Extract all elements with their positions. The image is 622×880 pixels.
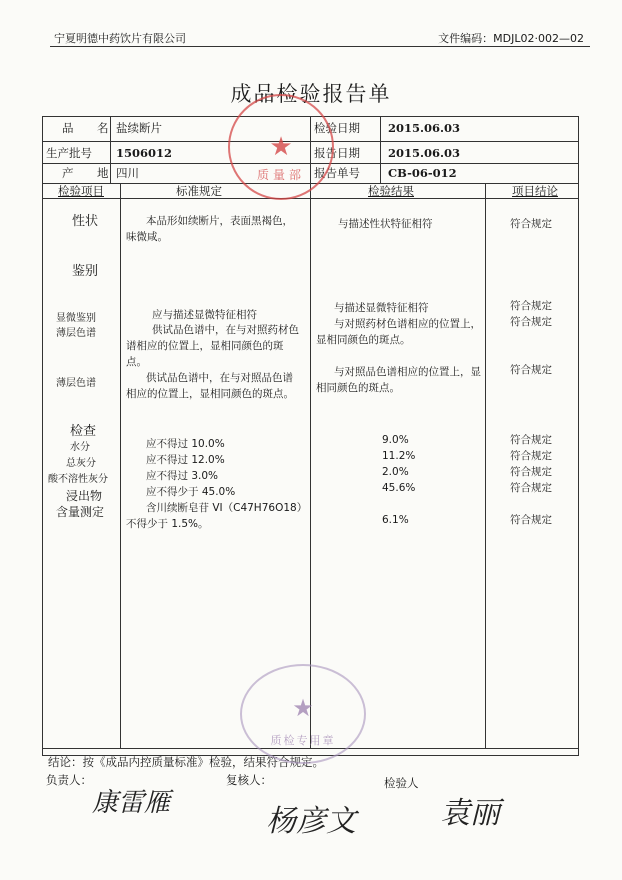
quality-inspection-stamp bbox=[240, 664, 366, 764]
std-water: 应不得过 10.0% bbox=[146, 438, 225, 450]
result-total-ash: 11.2% bbox=[382, 450, 416, 462]
item-total-ash: 总灰分 bbox=[66, 458, 96, 469]
col-header-standard: 标准规定 bbox=[176, 184, 222, 198]
std-tlc2-line1: 供试品色谱中，在与对照品色谱 bbox=[146, 372, 293, 384]
item-identification: 鉴别 bbox=[72, 264, 99, 279]
result-tlc2-line2: 相同颜色的斑点。 bbox=[316, 382, 400, 394]
std-microscopic: 应与描述显微特征相符 bbox=[152, 309, 257, 321]
inspector-label: 检验人 bbox=[384, 776, 419, 790]
std-assay-line2: 不得少于 1.5%。 bbox=[126, 518, 209, 530]
overall-conclusion: 结论：按《成品内控质量标准》检验，结果符合规定。 bbox=[48, 755, 324, 769]
product-name-label: 品 名 bbox=[62, 121, 115, 135]
result-extract: 45.6% bbox=[382, 482, 416, 494]
star-icon: ★ bbox=[269, 132, 293, 162]
result-character: 与描述性状特征相符 bbox=[338, 218, 433, 230]
report-date-value: 2015.06.03 bbox=[388, 146, 461, 160]
std-extract: 应不得少于 45.0% bbox=[146, 486, 236, 498]
result-microscopic: 与描述显微特征相符 bbox=[334, 302, 429, 314]
batch-number-label: 生产批号 bbox=[46, 146, 92, 160]
result-acid-insoluble-ash: 2.0% bbox=[382, 466, 409, 478]
col-divider bbox=[120, 183, 121, 748]
col-divider bbox=[485, 183, 486, 748]
header-divider bbox=[50, 46, 590, 47]
reviewer-signature: 杨彦文 bbox=[266, 804, 356, 839]
col-header-result: 检验结果 bbox=[368, 184, 414, 198]
result-assay: 6.1% bbox=[382, 514, 409, 526]
col-header-item: 检验项目 bbox=[58, 184, 104, 198]
item-tlc-b: 薄层色谱 bbox=[56, 378, 96, 389]
col-divider bbox=[310, 183, 311, 748]
result-tlc1-line1: 与对照药材色谱相应的位置上， bbox=[334, 318, 481, 330]
std-character-line1: 本品形如续断片，表面黑褐色， bbox=[146, 215, 293, 227]
quality-department-stamp bbox=[228, 94, 334, 200]
report-date-label: 报告日期 bbox=[314, 146, 360, 160]
conclusion-total-ash: 符合规定 bbox=[510, 450, 552, 462]
batch-number-value: 1506012 bbox=[116, 146, 173, 160]
conclusion-assay: 符合规定 bbox=[510, 514, 552, 526]
item-character: 性状 bbox=[72, 214, 99, 229]
std-tlc2-line2: 相应的位置上，显相同颜色的斑点。 bbox=[126, 388, 294, 400]
std-tlc1-line3: 点。 bbox=[126, 356, 147, 368]
company-name: 宁夏明德中药饮片有限公司 bbox=[54, 32, 186, 45]
std-tlc1-line1: 供试品色谱中，在与对照药材色 bbox=[152, 324, 299, 336]
conclusion-water: 符合规定 bbox=[510, 434, 552, 446]
conclusion-character: 符合规定 bbox=[510, 218, 552, 230]
conclusion-tlc2: 符合规定 bbox=[510, 364, 552, 376]
responsible-signature: 康雷雁 bbox=[92, 788, 171, 818]
product-name-value: 盐续断片 bbox=[116, 121, 162, 135]
inspector-signature: 袁丽 bbox=[440, 796, 500, 831]
conclusion-acid-insoluble-ash: 符合规定 bbox=[510, 466, 552, 478]
conclusion-extract: 符合规定 bbox=[510, 482, 552, 494]
item-acid-insoluble-ash: 酸不溶性灰分 bbox=[48, 474, 108, 485]
stamp-bottom-text: 质量部 bbox=[256, 168, 305, 182]
responsible-label: 负责人： bbox=[46, 773, 92, 787]
col-divider bbox=[380, 116, 381, 183]
origin-value: 四川 bbox=[116, 166, 139, 180]
result-tlc2-line1: 与对照品色谱相应的位置上，显 bbox=[334, 366, 481, 378]
std-character-line2: 味微咸。 bbox=[126, 231, 168, 243]
test-date-label: 检验日期 bbox=[314, 121, 360, 135]
item-water: 水分 bbox=[70, 442, 90, 453]
std-total-ash: 应不得过 12.0% bbox=[146, 454, 225, 466]
item-microscopic: 显微鉴别 bbox=[56, 313, 96, 324]
item-extract: 浸出物 bbox=[66, 489, 103, 503]
star-icon: ★ bbox=[292, 694, 314, 722]
conclusion-microscopic: 符合规定 bbox=[510, 300, 552, 312]
report-number-label: 报告单号 bbox=[314, 166, 360, 180]
item-assay: 含量测定 bbox=[56, 505, 105, 519]
std-assay-line1: 含川续断皂苷 VI（C47H76O18） bbox=[146, 502, 308, 514]
test-date-value: 2015.06.03 bbox=[388, 121, 461, 135]
std-tlc1-line2: 谱相应的位置上，显相同颜色的斑 bbox=[126, 340, 284, 352]
conclusion-tlc1: 符合规定 bbox=[510, 316, 552, 328]
document-code: 文件编码：MDJL02·002—02 bbox=[438, 32, 584, 45]
report-number-value: CB-06-012 bbox=[388, 166, 457, 180]
col-header-conclusion: 项目结论 bbox=[512, 184, 558, 198]
page-title: 成品检验报告单 bbox=[230, 82, 392, 106]
item-tlc-a: 薄层色谱 bbox=[56, 328, 96, 339]
std-acid-insoluble-ash: 应不得过 3.0% bbox=[146, 470, 219, 482]
item-tests: 检查 bbox=[70, 424, 97, 439]
result-tlc1-line2: 显相同颜色的斑点。 bbox=[316, 334, 411, 346]
origin-label: 产 地 bbox=[62, 166, 115, 180]
result-water: 9.0% bbox=[382, 434, 409, 446]
stamp-bottom-text: 质检专用章 bbox=[270, 734, 336, 747]
reviewer-label: 复核人： bbox=[226, 773, 272, 787]
